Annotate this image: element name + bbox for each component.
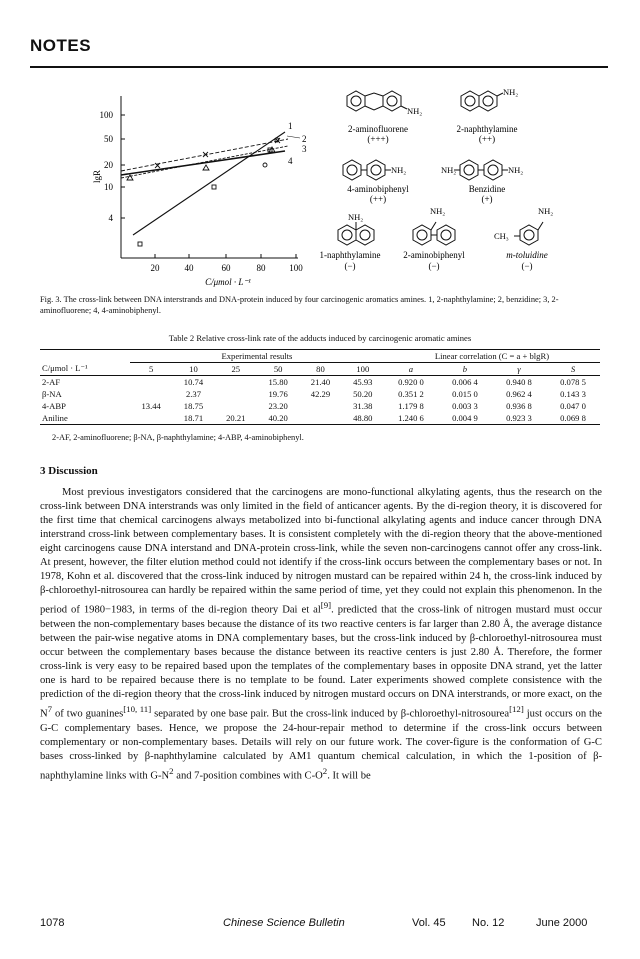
superscript: 7	[47, 704, 53, 715]
table-cell	[130, 412, 172, 425]
marker-square	[138, 242, 142, 246]
date: June 2000	[536, 917, 588, 929]
table-cell: 0.940 8	[492, 376, 546, 389]
x-tick-label: 60	[221, 263, 231, 273]
table-cell: 23.20	[268, 401, 288, 411]
table-cell: 0.143 3	[560, 389, 586, 399]
compound-activity: (−)	[521, 261, 533, 271]
citation: [9]	[320, 600, 332, 611]
text-run: separated by one base pair. But the cross-link induced by β-chloroethyl-nitrosourea	[151, 708, 510, 720]
table-cell: 18.75	[183, 401, 204, 411]
group-header-experimental: Experimental results	[130, 350, 384, 363]
chem-nh2: NH₂	[538, 206, 554, 216]
table-cell: 1.179 8	[398, 401, 424, 411]
chem-nh2: NH₂	[391, 165, 407, 175]
table-header-cell: γ	[517, 364, 521, 374]
table-cell: β-NA	[42, 389, 62, 399]
text-run: Most previous investigators considered that the carcinogens are mono-functional alkylating agents, thus the research on the cross-link between DNA interstrands was only limited in the field of anticancer agents. By the di-region theory, it is discovered for the first time that chemical carcinogens always metabolized into bi-functional alkylating agents and induce cancer through DNA interstrand cross-link between complementary bases. It is consistent completely with the di-region theory that the above-mentioned eight carcinogens cause DNA interstand and DNA-protein cross-link, while the seven non-carcinogens cannot offer any cross-link. At present, however, the filter elution method could not identify if the cross-link occurs between the complementary bases or not. In 1978, Kohn et al. discovered that the cross-link induced by nitrogen mustard can be repaired within 24 h, the cross-link induced by β-chloroethyl-nitrosourea can hardly be repaired within the same period of time, yet they could not explain this phenomenon. In the period of 1980−1983, in terms of the di-region theory Dai et al	[40, 487, 602, 616]
line-label-1: 1	[288, 121, 293, 131]
table-header-cell: 25	[231, 364, 241, 374]
table-cell: 31.38	[353, 401, 373, 411]
table-2	[40, 349, 600, 425]
compound-name: 2-aminobiphenyl	[403, 250, 465, 260]
text-run: . predicted that the cross-link of nitrogen mustard must occur between the non-complementary bases because the distance of its two reactive centers is far larger than 2.80 Å, the average distance between the pair-wise negative atoms in DNA complementary bases, but the cross-link induced by β-chloroethyl-nitrosourea must occur between the complementary bases because the distance between its reactive centers is just 2.80 Å. Therefore, the former cross-link is very easy to be repaired based upon the templates of the complementary bases in opposite DNA strand, yet the latter one is hard to be repaired because there is no template to be found. Later experiments showed complete consistence with the prediction of the di-region theory that the cross-link induced by nitrogen mustard occurs on DNA interstrands, or more exact, on the N	[40, 604, 602, 720]
table-cell: 45.93	[342, 376, 384, 389]
volume: Vol. 45	[412, 917, 446, 929]
y-axis-label: lgR	[92, 169, 102, 183]
structure-m-toluidine	[514, 222, 543, 245]
table-cell: 0.069 8	[546, 412, 600, 425]
compound-name: 2-naphthylamine	[456, 124, 518, 134]
x-tick-label: 100	[289, 263, 303, 273]
table-cell: 0.078 5	[546, 376, 600, 389]
chem-nh2: NH₂	[430, 206, 446, 216]
table-cell: 1.240 6	[384, 412, 438, 425]
table-cell: 0.920 0	[384, 376, 438, 389]
paragraph	[40, 486, 602, 784]
table-cell: 0.006 4	[438, 376, 492, 389]
x-tick-label: 40	[184, 263, 194, 273]
line-label-4: 4	[288, 156, 293, 166]
table-cell: 0.003 3	[452, 401, 478, 411]
y-tick-label: 100	[99, 110, 113, 120]
table-cell	[130, 388, 172, 400]
x-axis-label: C/μmol · L⁻¹	[205, 277, 251, 287]
table-cell: 21.40	[299, 376, 341, 389]
table-cell	[130, 376, 172, 389]
table-cell	[215, 388, 257, 400]
superscript: 2	[322, 765, 328, 776]
text-run: just occurs on the G-C complementary bases. Hence, we propose the 24-hour-repair method to determine if the cross-link occurs between complementary or non-complementary bases. Details will rely on our future work. The cover-figure is the conformation of G-C bases cross-linked by β-naphthylamine calculated by AM1 quantum chemical calculation, in which the 1-position of β-naphthylamine links with G-N	[40, 708, 602, 782]
structure-benzidine	[454, 160, 508, 180]
x-ticks	[151, 254, 304, 273]
table-header-cell: 100	[356, 364, 370, 374]
structure-2-aminobiphenyl	[413, 222, 455, 245]
table-cell: 0.351 2	[398, 389, 424, 399]
table-cell: 2.37	[185, 389, 201, 399]
table-header-cell: 80	[316, 364, 325, 374]
journal-name: Chinese Science Bulletin	[223, 917, 345, 929]
chem-nh2: NH₂	[508, 165, 524, 175]
chem-nh2: NH₂	[503, 87, 519, 97]
table-cell	[299, 412, 341, 425]
table-header-cell: 5	[149, 364, 154, 374]
page-number: 1078	[40, 917, 65, 929]
compound-name: 1-naphthylamine	[319, 250, 381, 260]
structure-1-naphthylamine	[338, 222, 374, 245]
marker-circle	[263, 163, 267, 167]
table-cell: 4-ABP	[42, 401, 66, 411]
table-cell: 2-AF	[40, 376, 130, 389]
marker-square	[212, 185, 216, 189]
table-header-cell: C/μmol · L⁻¹	[42, 363, 88, 374]
compound-activity: (+)	[481, 194, 493, 204]
table-row	[40, 412, 600, 425]
table-cell: 42.29	[310, 389, 331, 399]
issue: No. 12	[472, 917, 505, 929]
line-4	[121, 151, 285, 175]
line-label-3: 3	[302, 144, 307, 154]
figure-3	[0, 0, 640, 292]
citation: [10, 11]	[123, 704, 152, 715]
compound-activity: (−)	[428, 261, 440, 271]
table-header-cell: b	[462, 364, 468, 374]
citation: [12]	[509, 704, 524, 715]
table-row	[40, 388, 600, 400]
group-header-linear: Linear correlation (C = a + blgR)	[384, 350, 600, 363]
table-header-row	[40, 363, 600, 376]
table-cell	[215, 400, 257, 412]
table-cell: 10.74	[172, 376, 214, 389]
text-run: and 7-position combines with C-O	[173, 770, 323, 782]
table-cell: 20.21	[215, 412, 257, 425]
chem-nh2: NH₂	[407, 106, 423, 116]
compound-activity: (+++)	[367, 134, 389, 144]
table-row	[40, 376, 600, 389]
chem-nh2: NH₂	[348, 212, 364, 222]
table-cell: 0.923 3	[492, 412, 546, 425]
table-title: Table 2 Relative cross-link rate of the adducts induced by carcinogenic aromatic amines	[168, 333, 472, 343]
compound-name: Benzidine	[468, 184, 506, 194]
table-cell	[299, 400, 341, 412]
table-header-cell: a	[408, 364, 414, 374]
text-run: . It will be	[327, 770, 371, 782]
table-header-cell: 50	[273, 364, 283, 374]
page-header-title: NOTES	[30, 36, 92, 55]
table-cell: 48.80	[342, 412, 384, 425]
chem-nh2: NH₂	[441, 165, 457, 175]
marker-cross	[155, 138, 280, 168]
figure-caption: Fig. 3. The cross-link between DNA interstrands and DNA-protein induced by four carcinogenic aromatics amines. 1, 2-naphthylamine; 2, benzidine; 3, 2-aminofluorene; 4, 4-aminobiphenyl.	[40, 295, 559, 315]
line-1	[133, 132, 285, 235]
y-tick-label: 20	[104, 160, 113, 170]
compound-name: 2-aminofluorene	[348, 124, 408, 134]
compound-activity: (++)	[369, 194, 387, 204]
table-cell: 0.004 9	[438, 412, 492, 425]
line-label-2: 2	[302, 134, 307, 144]
table-cell: 0.015 0	[452, 389, 478, 399]
table-group-header-row	[40, 350, 600, 363]
table-cell: 0.936 8	[506, 401, 532, 411]
table-cell: 18.71	[172, 412, 214, 425]
table-cell: 50.20	[353, 389, 373, 399]
section-heading: 3 Discussion	[40, 465, 98, 477]
superscript: 2	[169, 765, 174, 776]
y-tick-label: 4	[108, 213, 113, 223]
structure-2-aminofluorene	[347, 91, 407, 111]
table-cell: 15.80	[257, 376, 299, 389]
data-markers	[127, 138, 280, 246]
x-tick-label: 20	[150, 263, 160, 273]
table-cell: Aniline	[40, 412, 130, 425]
y-tick-label: 10	[104, 182, 113, 192]
compound-name: m-toluidine	[506, 250, 548, 260]
table-header-cell: S	[570, 364, 576, 374]
marker-triangle	[203, 165, 209, 170]
chem-ch3: CH₃	[494, 231, 509, 241]
table-cell: 40.20	[257, 412, 299, 425]
structure-2-naphthylamine	[461, 91, 503, 111]
table-cell	[215, 376, 257, 389]
table-header-cell: 10	[189, 364, 198, 374]
compound-name: 4-aminobiphenyl	[347, 184, 409, 194]
structure-4-aminobiphenyl	[343, 160, 391, 180]
compound-activity: (++)	[478, 134, 496, 144]
table-cell: 0.962 4	[506, 389, 532, 399]
table-footnote: 2-AF, 2-aminofluorene; β-NA, β-naphthylamine; 4-ABP, 4-aminobiphenyl.	[52, 433, 304, 442]
y-tick-label: 50	[104, 134, 113, 144]
x-tick-label: 80	[256, 263, 266, 273]
table-cell: 0.047 0	[560, 401, 586, 411]
compound-activity: (−)	[344, 261, 356, 271]
table-cell: 19.76	[268, 389, 288, 399]
discussion-body	[40, 486, 602, 784]
text-run: of two guanines	[52, 708, 124, 720]
table-row	[40, 400, 600, 412]
table-cell: 13.44	[141, 401, 161, 411]
